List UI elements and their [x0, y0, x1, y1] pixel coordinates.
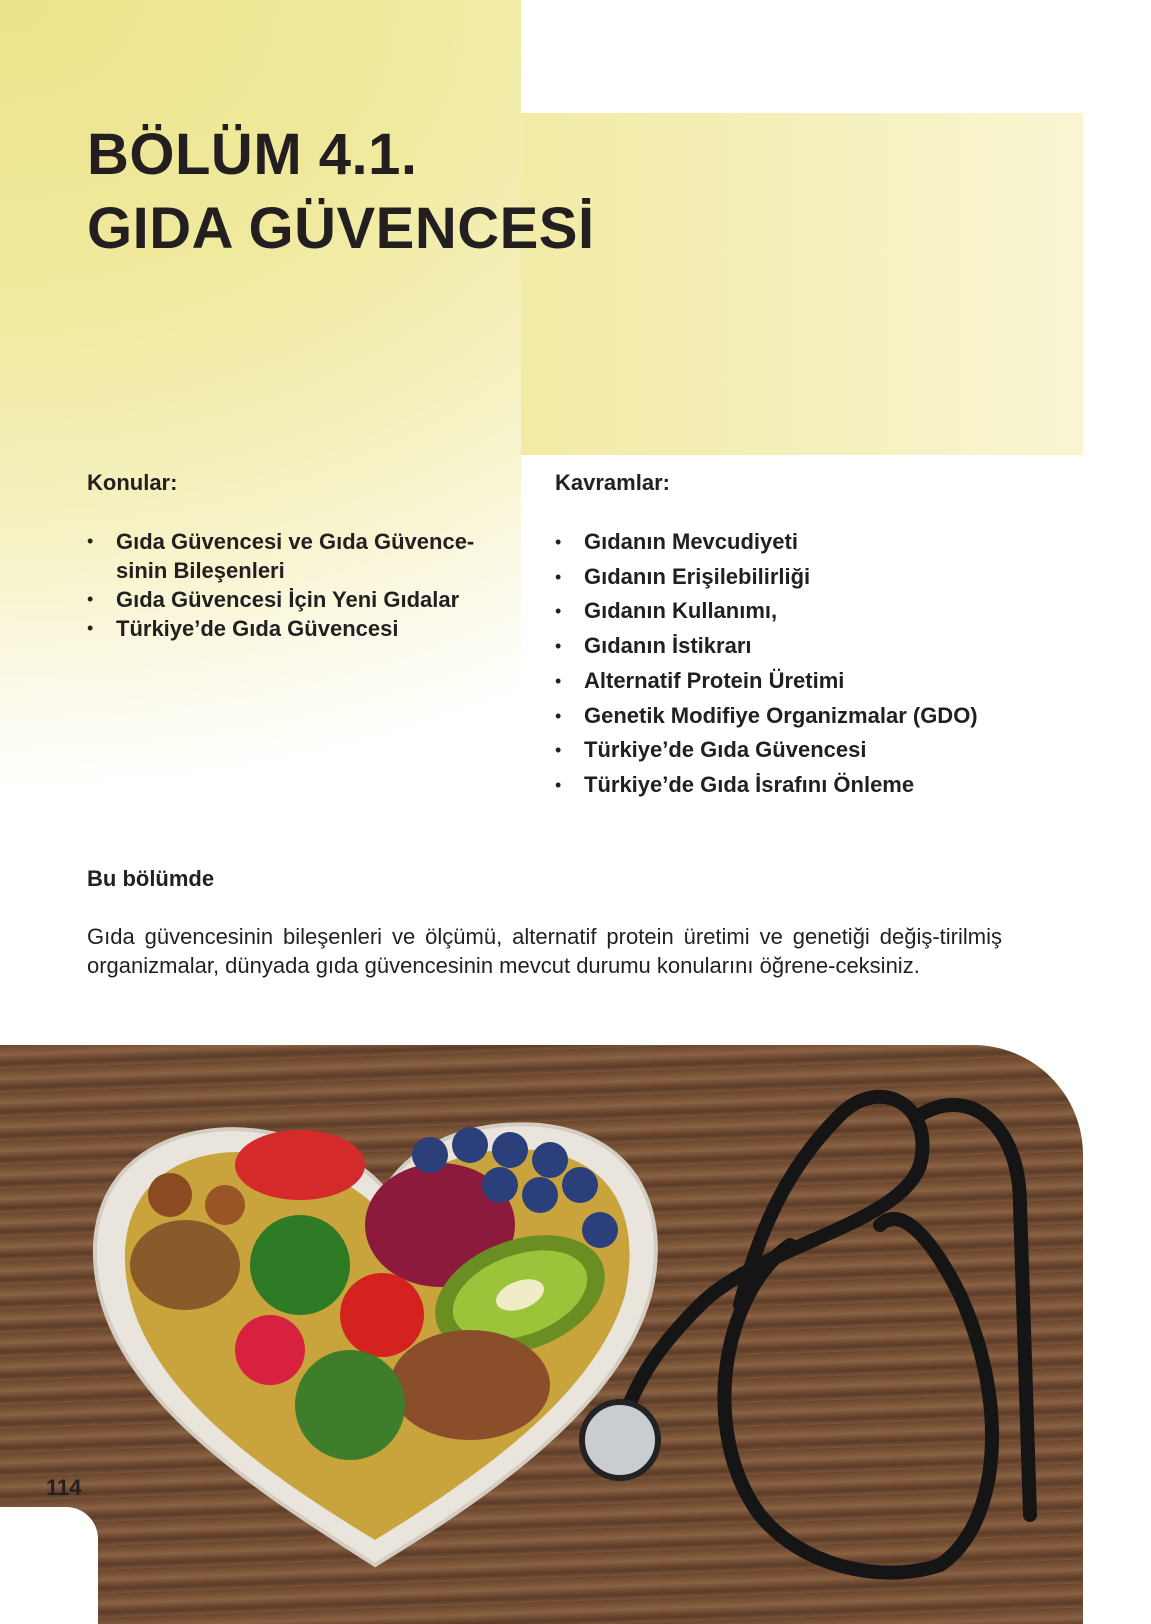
strawberry — [235, 1130, 365, 1200]
topic-item: • Gıda Güvencesi İçin Yeni Gıdalar — [87, 585, 517, 614]
topic-item: • Gıda Güvencesi ve Gıda Güvence-sinin Bileşenleri — [87, 527, 517, 585]
topics-heading: Konular: — [87, 470, 178, 495]
intro-heading: Bu bölümde — [87, 866, 215, 891]
tomato — [340, 1273, 424, 1357]
parsley — [250, 1215, 350, 1315]
stethoscope — [625, 1097, 1030, 1573]
concept-item: • Gıdanın Mevcudiyeti — [555, 525, 1075, 560]
buckwheat — [390, 1330, 550, 1440]
walnut — [130, 1220, 240, 1310]
food-heart-stethoscope-photo — [0, 1045, 1083, 1624]
topic-item: • Türkiye’de Gıda Güvencesi — [87, 614, 517, 643]
chapter-title — [87, 118, 595, 266]
page-number-tab — [0, 1507, 98, 1624]
chestpiece — [582, 1402, 658, 1478]
concepts-heading: Kavramlar: — [555, 470, 670, 495]
hazelnut — [205, 1185, 245, 1225]
radish — [235, 1315, 305, 1385]
topics-list — [87, 527, 517, 643]
broccoli — [295, 1350, 405, 1460]
concept-item: • Alternatif Protein Üretimi — [555, 664, 1075, 699]
chapter-name: GIDA GÜVENCESİ — [87, 196, 595, 261]
concepts-list — [555, 525, 1075, 803]
title-band — [521, 113, 1083, 455]
intro-text: Gıda güvencesinin bileşenleri ve ölçümü, alternatif protein üretimi ve genetiği değiş-tirilmiş organizmalar, dünyada gıda güvencesinin mevcut durumu konularını öğrene-ceksiniz. — [87, 924, 1002, 978]
concept-item: • Genetik Modifiye Organizmalar (GDO) — [555, 699, 1075, 734]
concept-item: • Türkiye’de Gıda İsrafını Önleme — [555, 768, 1075, 803]
white-corner-block — [521, 0, 1151, 113]
chapter-number: BÖLÜM 4.1. — [87, 122, 418, 187]
concept-item: • Gıdanın İstikrarı — [555, 629, 1075, 664]
concept-item: • Gıdanın Kullanımı, — [555, 594, 1075, 629]
hazelnut — [148, 1173, 192, 1217]
concept-item: • Gıdanın Erişilebilirliği — [555, 560, 1075, 595]
page-number: 114 — [46, 1475, 82, 1500]
concept-item: • Türkiye’de Gıda Güvencesi — [555, 733, 1075, 768]
